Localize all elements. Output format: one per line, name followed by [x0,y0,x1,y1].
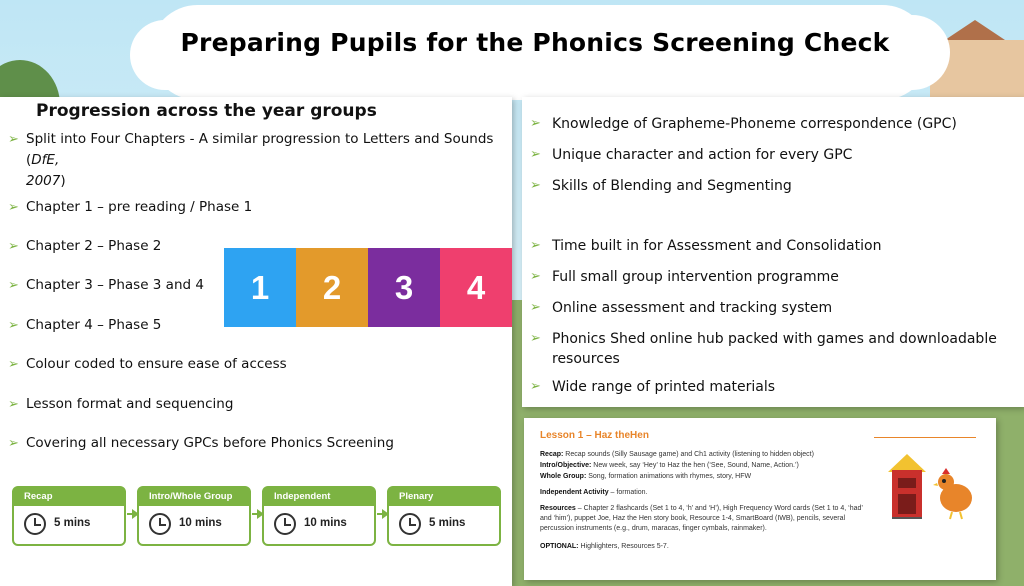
progression-heading: Progression across the year groups [36,101,377,121]
bullet-colour-coded: ➢ Colour coded to ensure ease of access [8,354,287,375]
arrow-bullet-icon: ➢ [8,397,19,412]
bullet-chapter-1: ➢ Chapter 1 – pre reading / Phase 1 [8,197,252,218]
lesson-whole-group: Whole Group: Song, formation animations with rhymes, story, HFW [540,473,752,480]
bullet-gpc-knowledge: ➢ Knowledge of Grapheme-Phoneme correspondence (GPC) [530,116,957,132]
flow-step-label: Independent [264,488,374,506]
lesson-optional: OPTIONAL: Highlighters, Resources 5-7. [540,543,669,550]
lesson-title-rule [874,437,976,438]
lesson-recap: Recap: Recap sounds (Silly Sausage game) and Ch1 activity (listening to hidden object) [540,451,814,458]
flow-step-independent [262,486,376,546]
flow-step-time: 5 mins [429,517,466,529]
flow-step-plenary [387,486,501,546]
flow-step-time: 5 mins [54,517,91,529]
bullet-chapter-2: ➢ Chapter 2 – Phase 2 [8,236,161,257]
arrow-bullet-icon: ➢ [8,200,19,215]
arrow-bullet-icon: ➢ [530,147,541,162]
arrow-bullet-icon: ➢ [8,318,19,333]
arrow-bullet-icon: ➢ [530,238,541,253]
bullet-printed-materials: ➢ Wide range of printed materials [530,379,776,395]
flow-step-label: Intro/Whole Group [139,488,249,506]
flow-step-label: Recap [14,488,124,506]
arrow-bullet-icon: ➢ [8,278,19,293]
bullet-intervention: ➢ Full small group intervention programme [530,269,839,285]
clock-icon [274,513,296,535]
bullet-unique-character: ➢ Unique character and action for every GPC [530,147,853,163]
chapter-box-2: 2 [296,248,368,327]
flow-step-label: Plenary [389,488,499,506]
bullet-tracking: ➢ Online assessment and tracking system [530,300,833,316]
clock-icon [399,513,421,535]
arrow-bullet-icon: ➢ [530,379,541,394]
bullet-assessment-time: ➢ Time built in for Assessment and Consolidation [530,238,882,254]
chapter-box-1: 1 [224,248,296,327]
bullet-gpcs: ➢ Covering all necessary GPCs before Phonics Screening [8,433,394,454]
bullet-chapters-split: ➢ Split into Four Chapters - A similar progression to Letters and Sounds (DfE, 2007) [8,131,494,189]
arrow-bullet-icon: ➢ [8,357,19,372]
arrow-bullet-icon: ➢ [530,269,541,284]
flow-arrow [127,513,135,515]
lesson-independent: Independent Activity – formation. [540,489,648,496]
page-title: Preparing Pupils for the Phonics Screening Check [180,28,890,57]
flow-arrow [252,513,260,515]
arrow-bullet-icon: ➢ [530,331,541,346]
hen-coop-icon [886,450,928,520]
chapter-box-4: 4 [440,248,512,327]
lesson-resources: Resources – Chapter 2 flashcards (Set 1 to 4, ‘h’ and ‘H’), High Frequency Word cards (Set 1 to 4, ‘had’ and ‘him’), puppet Joe, Haz the Hen story book, Resource 1-4, SmartBoard (IWB), pencils, several percussion instruments (e.g., drum, maracas, finger cymbals, rainmaker). [540,505,863,532]
arrow-bullet-icon: ➢ [530,116,541,131]
right-panel [522,97,1024,407]
flow-step-recap [12,486,126,546]
bullet-chapter-3: ➢ Chapter 3 – Phase 3 and 4 [8,275,204,296]
flow-arrow [377,513,385,515]
bullet-lesson-format: ➢ Lesson format and sequencing [8,394,233,415]
arrow-bullet-icon: ➢ [8,239,19,254]
chapter-box-3: 3 [368,248,440,327]
flow-step-intro [137,486,251,546]
haz-the-hen-icon [932,468,976,520]
arrow-bullet-icon: ➢ [8,132,19,147]
lesson-plan-card [524,418,996,580]
arrow-bullet-icon: ➢ [8,436,19,451]
lesson-intro: Intro/Objective: New week, say ‘Hey’ to Haz the hen (‘See, Sound, Name, Action.’) [540,462,799,469]
flow-step-time: 10 mins [179,517,222,529]
clock-icon [149,513,171,535]
left-panel [0,97,512,586]
bullet-online-hub: ➢ Phonics Shed online hub packed with games and downloadable resources [530,331,997,367]
arrow-bullet-icon: ➢ [530,300,541,315]
bullet-blending: ➢ Skills of Blending and Segmenting [530,178,792,194]
flow-step-time: 10 mins [304,517,347,529]
clock-icon [24,513,46,535]
arrow-bullet-icon: ➢ [530,178,541,193]
lesson-title: Lesson 1 – Haz theHen [540,430,649,441]
bullet-chapter-4: ➢ Chapter 4 – Phase 5 [8,315,161,336]
